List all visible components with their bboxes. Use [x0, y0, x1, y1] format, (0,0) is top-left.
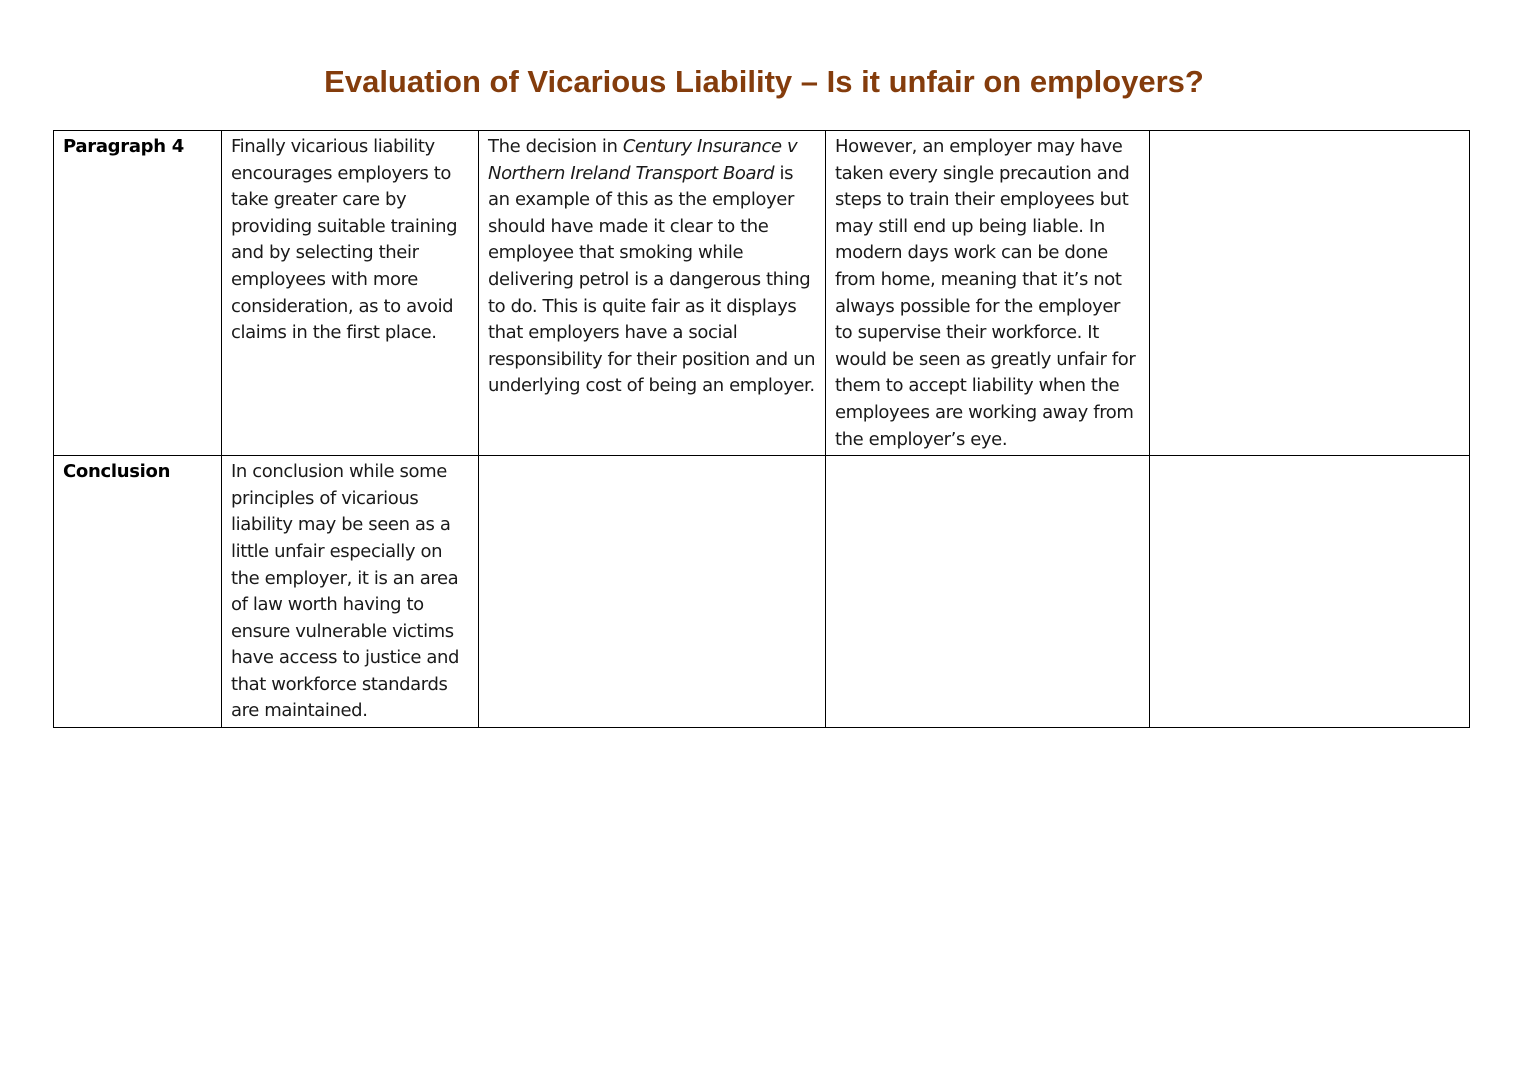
point-cell: Finally vicarious liability encourages employers to take greater care by providing suitable training and by selecting their employees with more consideration, as to avoid claims in the first place.: [222, 131, 479, 456]
extra-cell: [1150, 131, 1470, 456]
evidence-cell: [479, 456, 826, 728]
extra-cell: [1150, 456, 1470, 728]
evaluation-table: [53, 130, 1470, 728]
evidence-intro: The decision in: [488, 136, 623, 157]
table-row-conclusion: [54, 456, 1470, 728]
row-label-cell: Paragraph 4: [54, 131, 222, 456]
row-label-cell: Conclusion: [54, 456, 222, 728]
evidence-rest: is an example of this as the employer should have made it clear to the employee that smoking while delivering petrol is a dangerous thing to do. This is quite fair as it displays that employers have a social responsibility for their position and un underlying cost of being an employer.: [488, 162, 816, 397]
point-cell: In conclusion while some principles of vicarious liability may be seen as a little unfair especially on the employer, it is an area of law worth having to ensure vulnerable victims have access to justice and that workforce standards are maintained.: [222, 456, 479, 728]
case-name: Century Insurance v Northern Ireland Transport Board: [488, 136, 798, 184]
evidence-cell: [479, 131, 826, 456]
evaluation-cell: However, an employer may have taken every single precaution and steps to train their employees but may still end up being liable. In modern days work can be done from home, meaning that it’s not always possible for the employer to supervise their workforce. It would be seen as greatly unfair for them to accept liability when the employees are working away from the employer’s eye.: [826, 131, 1150, 456]
evaluation-cell: [826, 456, 1150, 728]
table-row-paragraph-4: [54, 131, 1470, 456]
page-title: Evaluation of Vicarious Liability – Is it unfair on employers?: [324, 64, 1204, 99]
